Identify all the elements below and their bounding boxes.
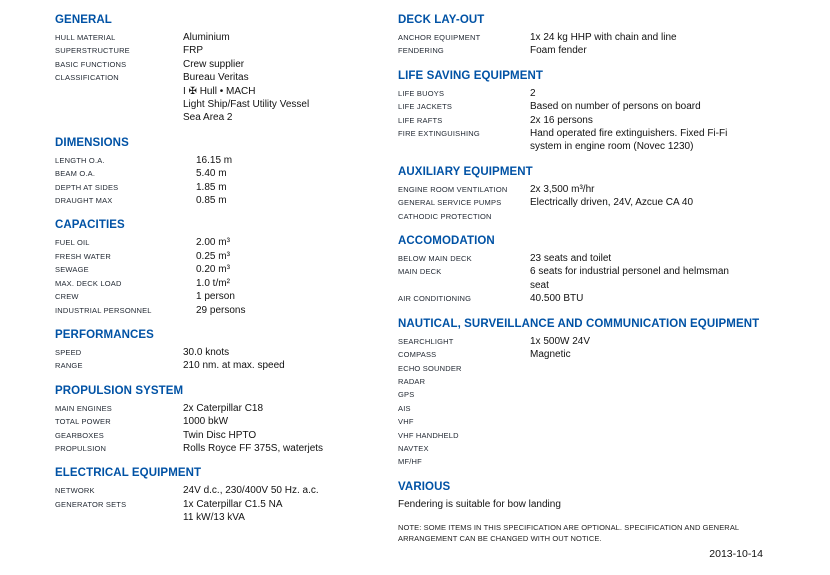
spec-value (183, 181, 227, 194)
spec-label: AIS (398, 403, 411, 413)
spec-label: LIFE JACKETS (398, 102, 453, 112)
spec-value-line: 23 seats and toilet (530, 253, 612, 265)
left-column (55, 14, 390, 537)
section-title: GENERAL (55, 14, 112, 26)
spec-row (55, 277, 390, 290)
spec-value (183, 415, 228, 428)
spec-value-line: 1 person (196, 291, 235, 303)
spec-row (398, 455, 770, 468)
spec-value (183, 442, 323, 455)
section-nautical-surveillance-and-communication-equipment (398, 318, 770, 469)
spec-value-line: 1.85 m (196, 181, 227, 193)
spec-row (398, 429, 770, 442)
spec-value-line: Electrically driven, 24V, Azcue CA 40 (530, 197, 694, 209)
spec-value-line: 1.0 t/m² (196, 277, 230, 289)
spec-row (55, 181, 390, 194)
spec-value (183, 31, 230, 44)
spec-label: CREW (55, 292, 79, 302)
spec-value-line: Crew supplier (183, 58, 245, 70)
spec-label: DRAUGHT MAX (55, 196, 113, 206)
spec-label: MAX. DECK LOAD (55, 278, 122, 288)
spec-label: FENDERING (398, 46, 444, 56)
spec-value (183, 58, 244, 71)
spec-row (398, 362, 770, 375)
document-date: 2013-10-14 (709, 548, 763, 561)
section-title: DIMENSIONS (55, 136, 129, 149)
spec-value-line: 2 (530, 87, 536, 99)
spec-label: ANCHOR EQUIPMENT (398, 33, 481, 42)
spec-value-line: seat (530, 279, 549, 291)
right-column (398, 14, 770, 560)
spec-row (398, 87, 770, 100)
spec-row (398, 183, 770, 196)
spec-value (530, 44, 587, 57)
spec-row (398, 375, 770, 388)
spec-value-line: 2x 16 persons (530, 114, 593, 126)
spec-label: FIRE EXTINGUISHING (398, 129, 480, 139)
spec-label: MAIN ENGINES (55, 403, 112, 413)
spec-row (55, 31, 390, 44)
spec-value (530, 127, 727, 154)
spec-row (398, 348, 770, 361)
spec-value (183, 250, 230, 263)
section-propulsion-system (55, 385, 390, 456)
spec-row (398, 292, 770, 305)
section-auxiliary-equipment (398, 166, 770, 223)
right-column-sections (398, 14, 770, 511)
spec-value-line: system in engine room (Novec 1230) (530, 141, 694, 153)
spec-value-line: Light Ship/Fast Utility Vessel (183, 99, 310, 111)
spec-value-line: Magnetic (530, 349, 571, 361)
spec-value (183, 236, 230, 249)
section-title: LIFE SAVING EQUIPMENT (398, 69, 544, 82)
spec-value (530, 265, 729, 292)
spec-value-line: 0.25 m³ (196, 250, 230, 262)
section-various (398, 481, 770, 511)
spec-value (183, 429, 256, 442)
spec-row (55, 290, 390, 303)
spec-row (398, 100, 770, 113)
spec-row (398, 388, 770, 401)
spec-value-line: 30.0 knots (183, 346, 230, 358)
section-title: CAPACITIES (55, 219, 125, 232)
spec-label: SUPERSTRUCTURE (55, 46, 130, 56)
spec-value-line: 16.15 m (196, 154, 233, 166)
spec-value (530, 183, 594, 196)
spec-value-line: 5.40 m (196, 168, 227, 180)
spec-label: GEARBOXES (55, 430, 104, 440)
spec-row (55, 194, 390, 207)
spec-value (183, 484, 319, 497)
spec-value (183, 71, 309, 125)
spec-label: LIFE BUOYS (398, 88, 445, 98)
spec-row (55, 71, 390, 125)
spec-label: VHF (398, 417, 414, 427)
spec-value-line: 11 kW/13 kVA (183, 512, 245, 524)
spec-label: SEWAGE (55, 265, 89, 275)
spec-row (55, 154, 390, 167)
spec-row (55, 498, 390, 525)
spec-value (183, 498, 282, 525)
spec-label: MF/HF (398, 457, 422, 467)
spec-row (398, 252, 770, 265)
spec-row (398, 210, 770, 223)
section-electrical-equipment (55, 467, 390, 524)
spec-value-line: Aluminium (183, 32, 230, 43)
spec-row (55, 304, 390, 317)
spec-row (398, 127, 770, 154)
spec-label: GENERAL SERVICE PUMPS (398, 198, 502, 208)
spec-label: MAIN DECK (398, 267, 442, 277)
spec-label: ECHO SOUNDER (398, 363, 462, 373)
spec-value (530, 348, 571, 361)
spec-label: LENGTH O.A. (55, 155, 105, 165)
spec-value-line: 40.500 BTU (530, 293, 584, 305)
spec-value (530, 292, 583, 305)
spec-value-line: I ✠ Hull • MACH (183, 85, 256, 97)
spec-row (55, 236, 390, 249)
spec-row (398, 31, 770, 44)
spec-label: LIFE RAFTS (398, 115, 443, 125)
spec-row (398, 415, 770, 428)
spec-value-line: 2.00 m³ (196, 237, 230, 249)
spec-value (183, 290, 235, 303)
spec-label: RADAR (398, 376, 426, 386)
spec-value (530, 196, 693, 209)
spec-label: NETWORK (55, 486, 95, 496)
spec-value (183, 44, 203, 57)
spec-label: ENGINE ROOM VENTILATION (398, 184, 508, 194)
spec-label: SEARCHLIGHT (398, 336, 454, 346)
spec-row (55, 484, 390, 497)
spec-value (183, 167, 227, 180)
spec-value-line: 29 persons (196, 304, 246, 316)
spec-value-line: FRP (183, 45, 203, 57)
spec-value-line: Twin Disc HPTO (183, 429, 257, 441)
spec-label: NAVTEX (398, 443, 429, 453)
spec-row (398, 265, 770, 292)
spec-label: TOTAL POWER (55, 417, 111, 427)
spec-row (55, 44, 390, 57)
section-title: AUXILIARY EQUIPMENT (398, 165, 533, 178)
left-column-sections (55, 14, 390, 525)
spec-label: BASIC FUNCTIONS (55, 59, 127, 69)
spec-label: GENERATOR SETS (55, 499, 127, 509)
section-title: PERFORMANCES (55, 328, 154, 341)
section-dimensions (55, 137, 390, 208)
section-title: VARIOUS (398, 480, 451, 493)
spec-value (183, 402, 263, 415)
spec-value-line: 0.85 m (196, 195, 227, 207)
spec-value-line: 210 nm. at max. speed (183, 360, 285, 372)
spec-row (55, 263, 390, 276)
spec-label: BEAM O.A. (55, 169, 96, 179)
spec-value-line: 2x Caterpillar C18 (183, 402, 264, 414)
spec-row (55, 359, 390, 372)
spec-label: VHF HANDHELD (398, 430, 459, 440)
spec-value (530, 114, 593, 127)
section-title: DECK LAY-OUT (398, 14, 485, 26)
spec-label: CLASSIFICATION (55, 73, 119, 83)
spec-label: CATHODIC PROTECTION (398, 211, 492, 221)
section-text: Fendering is suitable for bow landing (398, 498, 561, 510)
spec-value (530, 252, 611, 265)
spec-row (398, 335, 770, 348)
spec-value-line: 24V d.c., 230/400V 50 Hz. a.c. (183, 485, 319, 497)
spec-value-line: 6 seats for industrial personel and helmsman (530, 266, 729, 278)
spec-value-line: Bureau Veritas (183, 72, 249, 84)
spec-label: DEPTH AT SIDES (55, 182, 119, 192)
spec-value-line: 1000 bkW (183, 416, 229, 428)
spec-label: HULL MATERIAL (55, 33, 116, 42)
spec-row (398, 196, 770, 209)
spec-label: FUEL OIL (55, 238, 90, 248)
spec-label: AIR CONDITIONING (398, 294, 472, 304)
spec-row (55, 402, 390, 415)
section-capacities (55, 219, 390, 316)
spec-label: PROPULSION (55, 443, 107, 453)
spec-value-line: 0.20 m³ (196, 264, 230, 276)
section-life-saving-equipment (398, 70, 770, 154)
spec-label: INDUSTRIAL PERSONNEL (55, 305, 152, 315)
spec-label: GPS (398, 390, 415, 400)
spec-row (55, 167, 390, 180)
spec-value (183, 263, 230, 276)
spec-row (398, 114, 770, 127)
spec-value-line: 1x 500W 24V (530, 335, 591, 347)
section-accomodation (398, 235, 770, 306)
spec-value (183, 304, 245, 317)
spec-row (55, 58, 390, 71)
spec-label: SPEED (55, 347, 82, 357)
spec-value (183, 359, 285, 372)
spec-value (183, 194, 227, 207)
spec-label: BELOW MAIN DECK (398, 254, 472, 264)
section-title: NAUTICAL, SURVEILLANCE AND COMMUNICATION EQUIPMENT (398, 317, 760, 330)
section-title: ELECTRICAL EQUIPMENT (55, 467, 202, 480)
spec-row (55, 346, 390, 359)
spec-value-line: Based on number of persons on board (530, 101, 701, 113)
spec-value-line: 1x 24 kg HHP with chain and line (530, 32, 677, 43)
spec-value (183, 277, 230, 290)
spec-value-line: Foam fender (530, 45, 587, 57)
spec-row (55, 442, 390, 455)
spec-value-line: 2x 3,500 m³/hr (530, 183, 595, 195)
spec-value (530, 31, 677, 44)
spec-label: FRESH WATER (55, 251, 111, 261)
spec-value (530, 335, 590, 348)
spec-value (183, 346, 229, 359)
spec-value-line: 1x Caterpillar C1.5 NA (183, 498, 283, 510)
spec-row (55, 250, 390, 263)
spec-row (398, 442, 770, 455)
spec-label: COMPASS (398, 350, 437, 360)
spec-value (530, 87, 536, 100)
spec-value-line: Rolls Royce FF 375S, waterjets (183, 442, 324, 454)
spec-label: RANGE (55, 361, 83, 371)
section-general (55, 14, 390, 125)
spec-row (398, 402, 770, 415)
spec-row (398, 44, 770, 57)
spec-row (55, 429, 390, 442)
section-title: ACCOMODATION (398, 235, 495, 248)
spec-value (530, 100, 701, 113)
spec-value (183, 154, 232, 167)
section-deck-lay-out (398, 14, 770, 58)
section-performances (55, 329, 390, 373)
footer-note: NOTE: SOME ITEMS IN THIS SPECIFICATION ARE OPTIONAL. SPECIFICATION AND GENERAL ARRANGEMENT CAN BE CHANGED WITH OUT NOTICE. (398, 523, 739, 543)
spec-value-line: Sea Area 2 (183, 112, 233, 124)
spec-row (55, 415, 390, 428)
section-title: PROPULSION SYSTEM (55, 384, 184, 397)
spec-value-line: Hand operated fire extinguishers. Fixed Fi-Fi (530, 128, 728, 140)
